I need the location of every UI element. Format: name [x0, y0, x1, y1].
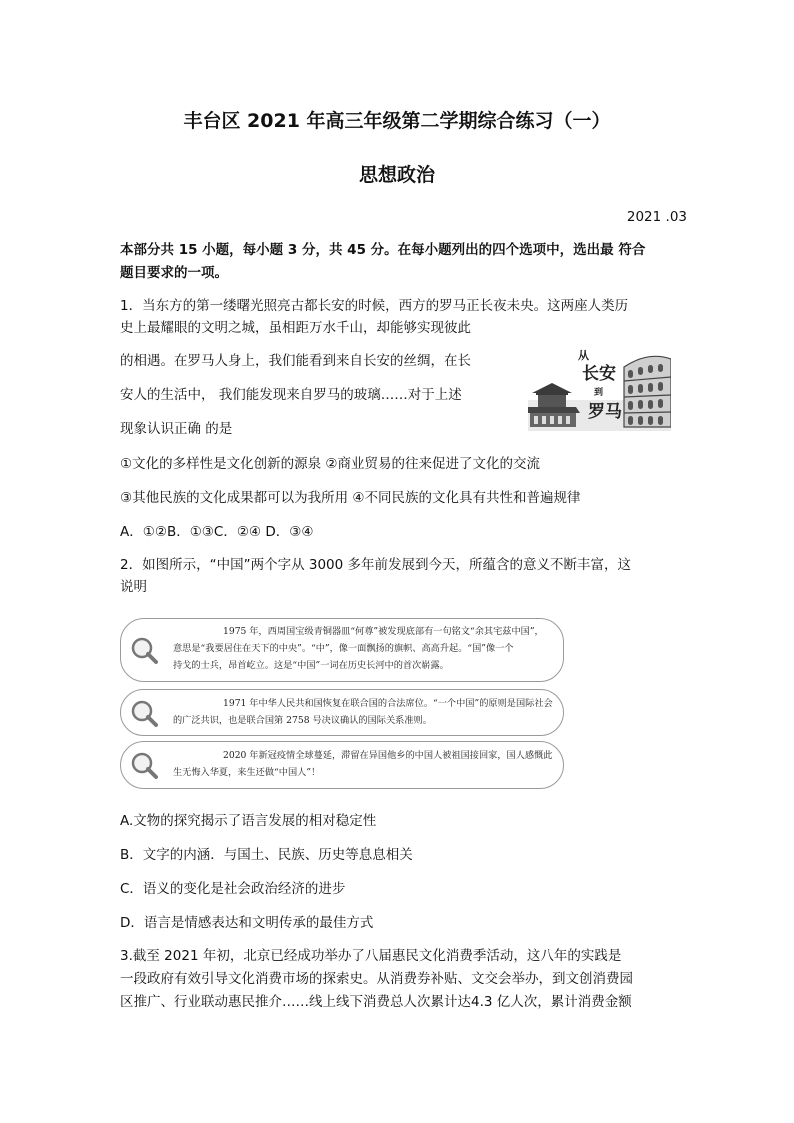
q2-option-b: B．文字的内涵．与国土、民族、历史等息息相关 [120, 847, 413, 863]
instructions-line-2: 题目要求的一项。 [120, 265, 228, 281]
q3-line-2: 一段政府有效引导文化消费市场的探索史。从消费券补贴、文交会举办，到文创消费园 [120, 971, 633, 987]
box1-line-3: 持戈的士兵，昂首屹立。这是“中国”一词在历史长河中的首次崭露。 [173, 660, 449, 671]
magnifier-icon [129, 698, 159, 728]
q1-line-4: 安人的生活中， 我们能发现来自罗马的玻璃……对于上述 [120, 387, 462, 403]
q2-option-a: A.文物的探究揭示了语言发展的相对稳定性 [120, 813, 377, 829]
box2-line-2: 的广泛共识，也是联合国第 2758 号决议确认的国际关系准则。 [173, 715, 432, 726]
magnifier-icon [129, 750, 159, 780]
q2-line-1: 2．如图所示，“中国”两个字从 3000 多年前发展到今天，所蕴含的意义不断丰富，这 [120, 557, 632, 573]
q2-line-2: 说明 [120, 579, 147, 595]
box2-line-1: 1971 年中华人民共和国恢复在联合国的合法席位。“一个中国”的原则是国际社会 [223, 698, 553, 709]
magnifier-icon [129, 635, 159, 665]
changan-rome-illustration [528, 345, 671, 431]
box3-line-2: 生无悔入华夏，来生还做“中国人”！ [173, 767, 321, 778]
q1-line-3: 的相遇。在罗马人身上，我们能看到来自长安的丝绸，在长 [120, 353, 471, 369]
q2-option-c: C．语义的变化是社会政治经济的进步 [120, 881, 346, 897]
info-box-1971 [120, 689, 564, 736]
exam-date: 2021 .03 [626, 209, 687, 225]
q2-option-d: D．语言是情感表达和文明传承的最佳方式 [120, 915, 374, 931]
q1-options-line-2: ③其他民族的文化成果都可以为我所用 ④不同民族的文化具有共性和普遍规律 [120, 490, 581, 506]
illus-char-changan: 长安 [582, 364, 616, 384]
q3-line-3: 区推广、行业联动惠民推介……线上线下消费总人次累计达4.3 亿人次，累计消费金额 [120, 994, 632, 1010]
q1-answer-choices: A．①②B．①③C．②④ D．③④ [120, 524, 314, 540]
info-box-2020 [120, 741, 564, 789]
illus-char-dao: 到 [594, 388, 604, 398]
box1-line-1: 1975 年，西周国宝级青铜器皿“何尊”被发现底部有一句铭文“余其宅兹中国”， [223, 626, 544, 637]
info-box-1975 [120, 618, 564, 682]
instructions-line-1: 本部分共 15 小题，每小题 3 分，共 45 分。在每小题列出的四个选项中，选出最 符合 [120, 242, 646, 258]
illus-char-luoma: 罗马 [588, 402, 622, 422]
subject-title: 思想政治 [358, 164, 435, 186]
box3-line-1: 2020 年新冠疫情全球蔓延，滞留在异国他乡的中国人被祖国接回家，国人感慨此 [223, 750, 553, 761]
q1-line-1: 1．当东方的第一缕曙光照亮古都长安的时候，西方的罗马正长夜未央。这两座人类历 [120, 298, 629, 314]
illus-char-cong: 从 [578, 349, 589, 362]
q1-line-5: 现象认识正确 的是 [120, 421, 233, 437]
page-title: 丰台区 2021 年高三年级第二学期综合练习（一） [183, 110, 611, 132]
q3-line-1: 3.截至 2021 年初，北京已经成功举办了八届惠民文化消费季活动，这八年的实践是 [120, 948, 622, 964]
box1-line-2: 意思是“我要居住在天下的中央”。“中”，像一面飘扬的旗帜、高高升起。“国”像一个 [173, 643, 514, 654]
q1-line-2: 史上最耀眼的文明之城，虽相距万水千山，却能够实现彼此 [120, 320, 471, 336]
q1-options-line-1: ①文化的多样性是文化创新的源泉 ②商业贸易的往来促进了文化的交流 [120, 456, 540, 472]
